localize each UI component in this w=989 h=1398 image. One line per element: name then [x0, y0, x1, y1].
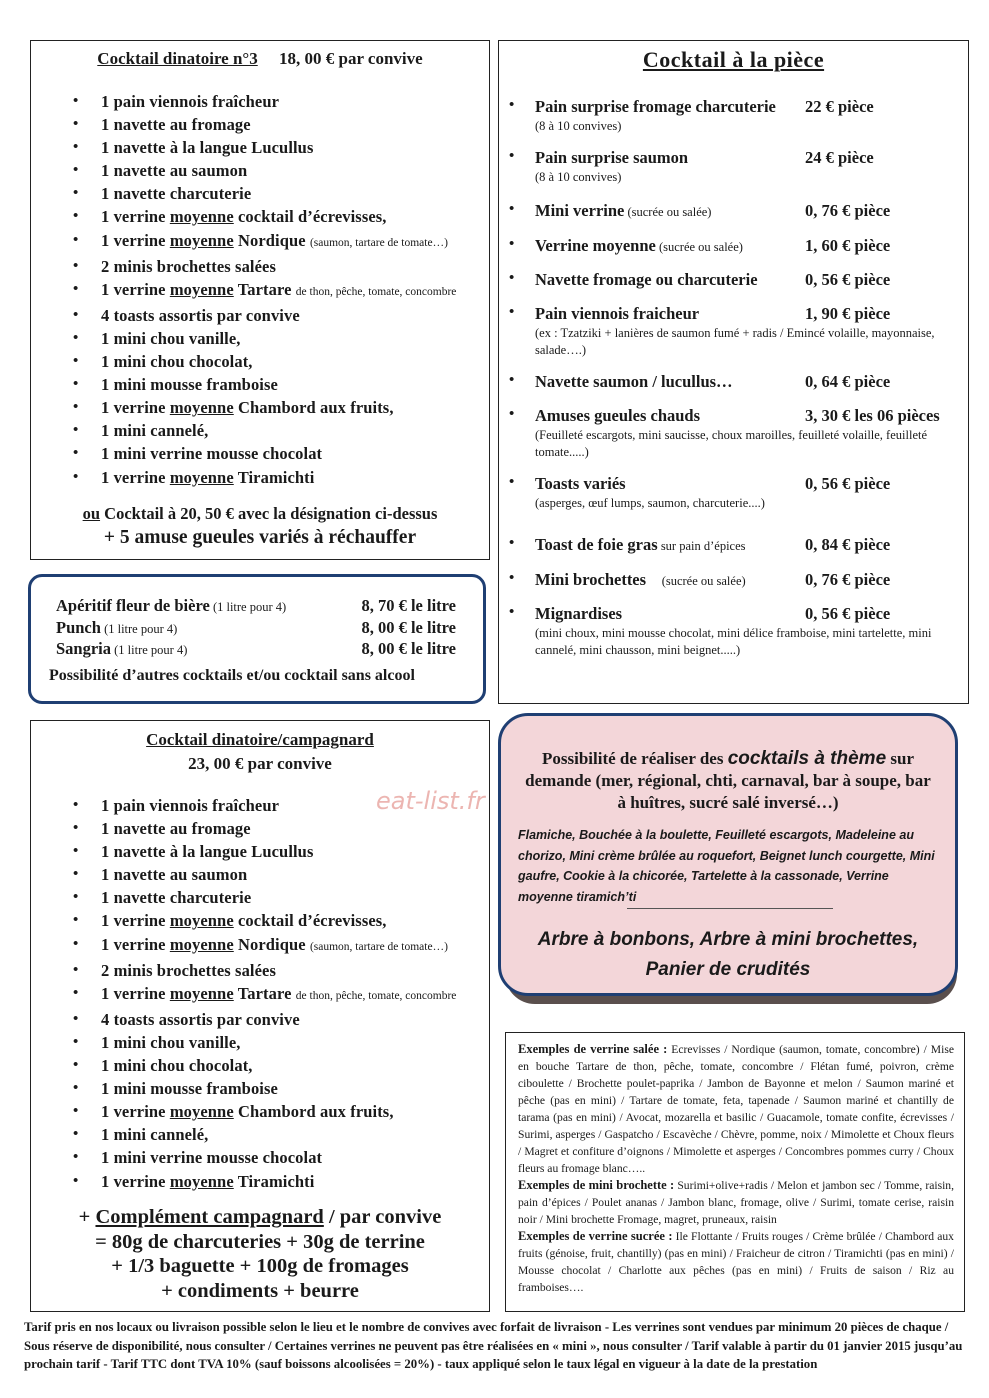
examples-text — [518, 1041, 954, 1296]
menu3-title: Cocktail dinatoire n°3 — [97, 49, 258, 68]
themes-divider — [627, 908, 833, 909]
menu3-header — [31, 49, 489, 69]
piece-item — [499, 270, 968, 290]
piece-price: 0, 56 € pièce — [805, 604, 891, 623]
piece-qualifier: (sucrée ou salée) — [624, 205, 712, 219]
menu-item: • 1 mini mousse framboise — [31, 1077, 489, 1100]
item-note: de thon, pêche, tomate, concombre — [295, 285, 457, 298]
piece-note: (asperges, œuf lumps, saumon, charcuterie....) — [535, 496, 765, 510]
menu3-ou: ou — [82, 504, 101, 523]
menu3-alt-text: Cocktail à 20, 50 € avec la désignation ci-dessus — [100, 504, 438, 523]
themes-accent: cocktails à thème — [727, 748, 887, 769]
menu3-alt — [31, 504, 489, 524]
menu-item: • 1 mini chou chocolat, — [31, 350, 489, 373]
piece-item — [499, 406, 968, 461]
piece-note: (mini choux, mini mousse chocolat, mini délice framboise, mini tartelette, mini cannelé, mini chausson, mini beignet.....) — [535, 626, 932, 657]
drink-note: (1 litre pour 4) — [209, 600, 287, 614]
drink-row — [56, 639, 456, 661]
piece-price: 24 € pièce — [805, 148, 874, 167]
themes-line1: Arbre à bonbons, Arbre à mini brochettes, — [537, 929, 919, 950]
piece-item — [499, 236, 968, 256]
menu-item: • 1 mini verrine mousse chocolat — [31, 442, 489, 465]
themes-box — [498, 713, 958, 996]
menu-item: • 4 toasts assortis par convive — [31, 1008, 489, 1031]
menu-item: • 1 navette au fromage — [31, 817, 489, 840]
piece-price: 0, 76 € pièce — [805, 570, 891, 589]
piece-name: Pain surprise saumon — [535, 148, 689, 167]
item-note: (saumon, tartare de tomate…) — [309, 940, 448, 953]
drink-row — [56, 618, 456, 640]
example-paragraph — [518, 1228, 954, 1296]
menu-item: • 1 verrine moyenne Nordique (saumon, tartare de tomate…) — [31, 933, 489, 959]
menu-item: • 1 verrine moyenne Tiramichti — [31, 1170, 489, 1193]
menu-item: • 1 verrine moyenne Tiramichti — [31, 466, 489, 489]
piece-name: Mini brochettes — [535, 570, 647, 589]
piece-note: (8 à 10 convives) — [535, 119, 622, 133]
piece-price: 0, 84 € pièce — [805, 535, 891, 554]
menu-item: • 4 toasts assortis par convive — [31, 304, 489, 327]
complement-line: = 80g de charcuteries + 30g de terrine — [95, 1230, 425, 1253]
menu-item: • 1 mini mousse framboise — [31, 373, 489, 396]
piece-name: Amuses gueules chauds — [535, 406, 701, 425]
piece-name: Mignardises — [535, 604, 623, 623]
piece-price: 0, 56 € pièce — [805, 270, 891, 289]
menu3-plus: + 5 amuse gueules variés à réchauffer — [103, 527, 417, 548]
complement-line: + 1/3 baguette + 100g de fromages — [111, 1255, 409, 1277]
piece-note: (8 à 10 convives) — [535, 170, 622, 184]
menu-item: • 1 mini chou vanille, — [31, 327, 489, 350]
example-label: Exemples de verrine salée : — [518, 1042, 668, 1056]
drink-name: Apéritif fleur de bière — [56, 596, 210, 615]
menu-item: • 1 mini cannelé, — [31, 419, 489, 442]
drinks-list — [56, 596, 456, 661]
piece-price: 0, 64 € pièce — [805, 372, 891, 391]
item-note: de thon, pêche, tomate, concombre — [295, 989, 457, 1002]
piece-name: Navette saumon / lucullus… — [535, 372, 733, 391]
menu-item: • 1 mini verrine mousse chocolat — [31, 1146, 489, 1169]
example-text: Ile Flottante / Fruits rouges / Crème brûlée / Chambord aux fruits (génoise, fruit, chantilly) (pas en mini) / Fraicheur de citron / Tiramichti (pas en mini) / Mousse chocolat / Charlotte aux pêches (pas en mini) / Fruits de saison / Riz au framboises…. — [518, 1230, 954, 1294]
piece-name: Toast de foie gras — [535, 535, 658, 554]
menu3-list — [31, 90, 489, 489]
example-label: Exemples de verrine sucrée : — [518, 1229, 673, 1243]
drink-price: 8, 00 € le litre — [361, 639, 456, 658]
piece-note: (Feuilleté escargots, mini saucisse, choux maroilles, feuilleté volaille, feuilleté tomate.....) — [535, 428, 928, 459]
menu-item: • 1 navette au saumon — [31, 863, 489, 886]
example-label: Exemples de mini brochette : — [518, 1178, 675, 1192]
piece-name: Verrine moyenne — [535, 236, 656, 255]
piece-qualifier: sur pain d’épices — [657, 539, 746, 553]
drink-row — [56, 596, 456, 618]
themes-list: Flamiche, Bouchée à la boulette, Feuilleté escargots, Madeleine au chorizo, Mini crème brûlée au roquefort, Beignet lunch courgette, Mini gaufre, Cookie à la chicorée, Tartelette à la cassonade, Verrine moyenne tiramich’ti — [518, 828, 935, 904]
complement-title: Complément campagnard — [95, 1206, 324, 1228]
drink-price: 8, 70 € le litre — [361, 596, 456, 615]
piece-item — [499, 148, 968, 186]
drinks-box — [28, 574, 486, 704]
piece-item — [499, 570, 968, 590]
menu-item: • 1 navette à la langue Lucullus — [31, 136, 489, 159]
watermark: eat-list.fr — [376, 787, 485, 815]
piece-item — [499, 304, 968, 359]
menu-item: • 2 minis brochettes salées — [31, 959, 489, 982]
piece-price: 22 € pièce — [805, 97, 874, 116]
piece-name: Pain viennois fraicheur — [535, 304, 700, 323]
menu-item: • 1 mini chou vanille, — [31, 1031, 489, 1054]
examples-box — [505, 1032, 965, 1312]
drink-name: Punch — [56, 617, 101, 637]
drink-price: 8, 00 € le litre — [361, 617, 456, 637]
menu-item: • 2 minis brochettes salées — [31, 255, 489, 278]
menu-item: • 1 verrine moyenne Nordique (saumon, tartare de tomate…) — [31, 229, 489, 255]
piece-qualifier: (sucrée ou salée) — [655, 240, 743, 254]
piece-price: 1, 60 € pièce — [805, 236, 891, 255]
menu3-price: 18, 00 € par convive — [278, 49, 423, 68]
campagnard-list — [31, 794, 489, 1193]
menu3-box — [30, 40, 490, 560]
piece-price: 0, 76 € pièce — [805, 201, 891, 220]
piece-title: Cocktail à la pièce — [642, 47, 825, 72]
themes-intro: Possibilité de réaliser des cocktails à thème sur demande (mer, régional, chti, carnaval, bar à soupe, bar à huîtres, sucré salé inversé…) — [525, 748, 931, 812]
campagnard-box — [30, 720, 490, 1312]
example-paragraph — [518, 1041, 954, 1177]
piece-note: (ex : Tzatziki + lanières de saumon fumé + radis / Emincé volaille, mayonnaise, salade….) — [535, 326, 935, 357]
piece-price: 0, 56 € pièce — [805, 474, 891, 493]
piece-name: Navette fromage ou charcuterie — [535, 270, 758, 289]
campagnard-price: 23, 00 € par convive — [188, 754, 332, 773]
menu-item: • 1 navette au fromage — [31, 113, 489, 136]
piece-name: Mini verrine — [535, 201, 625, 220]
menu-item: • 1 verrine moyenne Chambord aux fruits, — [31, 396, 489, 419]
footer-note: Tarif pris en nos locaux ou livraison possible selon le lieu et le nombre de convives avec forfait de livraison - Les verrines sont vendues par minimum 20 pièces de chaque / Sous réserve de disponibilité, nous consulter / Certaines verrines ne peuvent pas être réalisées en « mini », nous consulter / Tarif valable à partir du 01 janvier 2015 jusqu’au prochain tarif - Tarif TTC dont TVA 10% (sauf boissons alcoolisées = 20%) - taux appliqué selon le taux légal en vigueur à la date de la prestation — [24, 1320, 963, 1371]
example-text: Ecrevisses / Nordique (saumon, tomate, concombre) / Mise en bouche Tartare de thon, pêche, tomate, concombre / Flétan fumé, poivron, crème ciboulette / Brochette poulet-paprika / Jambon de Bayonne et melon / Saumon mariné et pêche (pas en mini) / Tartare de tomate, feta, tapenade / Saumon mariné et chantilly de tarama (pas en mini) / Avocat, mozarella et basilic / Guacamole, tomate confite, écrevisses / Surimi, asperges / Gaspatcho / Escavèche / Chèvre, pomme, noix / Mimolette et Choux fleurs / Magret et confiture d’oignons / Mimolette et asperges / Concombres pommes curry / Choux fleurs au fromage blanc….. — [518, 1043, 954, 1175]
menu-item: • 1 verrine moyenne Tartare de thon, pêche, tomate, concombre — [31, 982, 489, 1008]
drink-name: Sangria — [56, 639, 112, 658]
complement — [31, 1205, 489, 1303]
menu-item: • 1 pain viennois fraîcheur — [31, 794, 489, 817]
menu-item: • 1 mini cannelé, — [31, 1123, 489, 1146]
piece-item — [499, 474, 968, 512]
piece-qualifier: (sucrée ou salée) — [646, 574, 746, 588]
menu-item: • 1 pain viennois fraîcheur — [31, 90, 489, 113]
drink-note: (1 litre pour 4) — [111, 643, 188, 657]
piece-box — [498, 40, 969, 704]
menu-item: • 1 navette charcuterie — [31, 886, 489, 909]
menu-item: • 1 navette charcuterie — [31, 182, 489, 205]
piece-price: 3, 30 € les 06 pièces — [805, 406, 940, 425]
piece-item — [499, 535, 968, 555]
drink-note: (1 litre pour 4) — [100, 621, 178, 636]
menu-item: • 1 navette à la langue Lucullus — [31, 840, 489, 863]
campagnard-title: Cocktail dinatoire/campagnard — [146, 730, 374, 749]
drinks-footer: Possibilité d’autres cocktails et/ou cocktail sans alcool — [49, 667, 415, 684]
piece-price: 1, 90 € pièce — [805, 304, 891, 323]
menu-item: • 1 verrine moyenne cocktail d’écrevisses, — [31, 205, 489, 228]
menu-item: • 1 verrine moyenne Tartare de thon, pêche, tomate, concombre — [31, 278, 489, 304]
example-text: Surimi+olive+radis / Melon et jambon sec / Tomme, raisin, pain d’épices / Poulet ananas / Jambon blanc, fromage, olive / Surimi, tomate cerise, raisin noir / Mini brochette Fromage, magret, pruneaux, raisin — [518, 1179, 955, 1226]
item-note: (saumon, tartare de tomate…) — [309, 236, 448, 249]
menu-item: • 1 mini chou chocolat, — [31, 1054, 489, 1077]
piece-item — [499, 604, 968, 659]
piece-item — [499, 97, 968, 135]
piece-item — [499, 372, 968, 392]
piece-item — [499, 201, 968, 221]
menu-item: • 1 verrine moyenne cocktail d’écrevisses, — [31, 909, 489, 932]
piece-name: Toasts variés — [535, 474, 626, 493]
complement-line: + condiments + beurre — [161, 1279, 359, 1302]
menu-item: • 1 verrine moyenne Chambord aux fruits, — [31, 1100, 489, 1123]
menu-item: • 1 navette au saumon — [31, 159, 489, 182]
example-paragraph — [518, 1177, 954, 1228]
complement-head: + Complément campagnard / par convive — [78, 1206, 442, 1228]
themes-line2: Panier de crudités — [645, 959, 811, 980]
piece-name: Pain surprise fromage charcuterie — [535, 97, 776, 116]
